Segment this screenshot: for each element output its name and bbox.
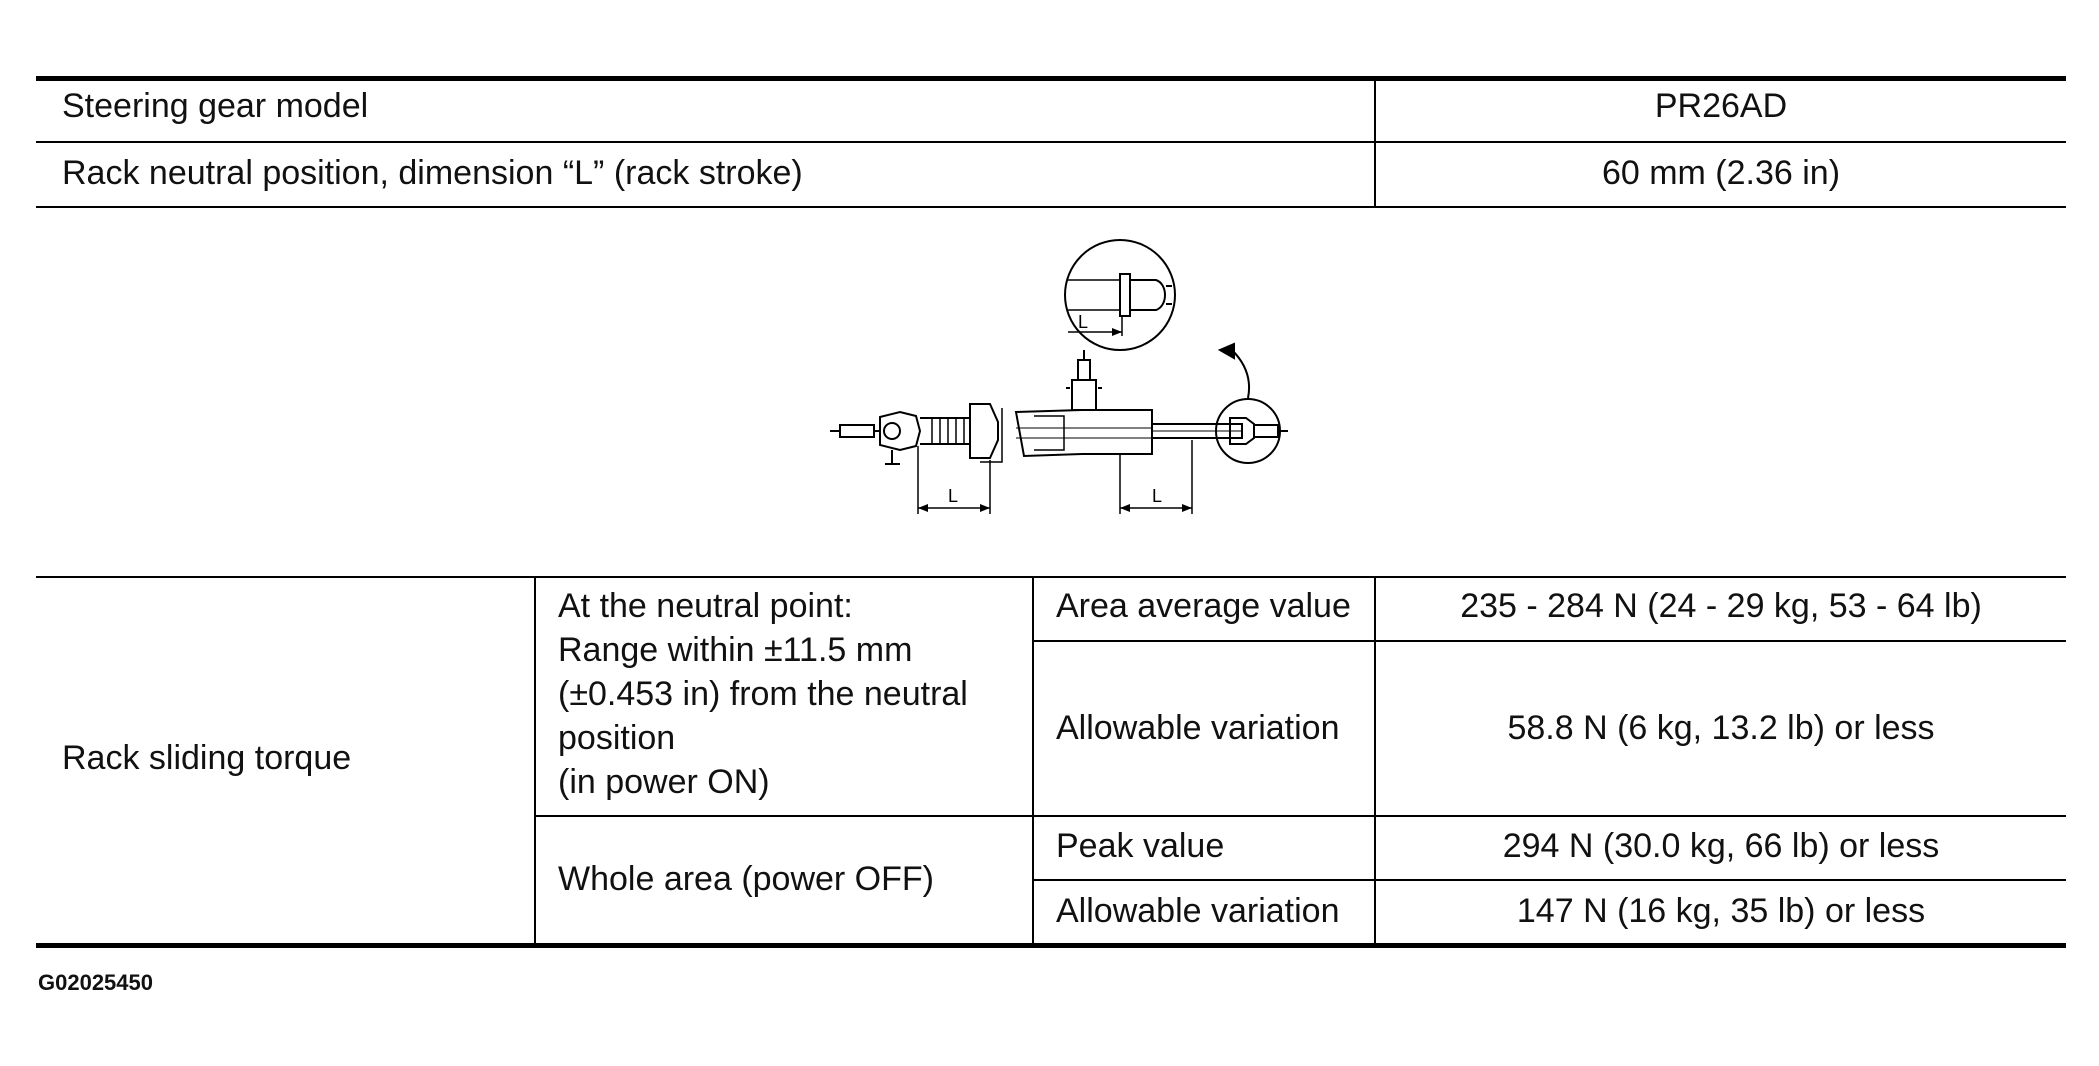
condition-line: At the neutral point: xyxy=(558,587,853,625)
item-area-average-label: Area average value xyxy=(1056,587,1351,625)
spec-table-bottom-border xyxy=(36,206,2066,208)
condition-line: (±0.453 in) from the neutral xyxy=(558,675,968,713)
diagram-left-dim-label: L xyxy=(948,486,959,506)
spec-label-gear-model: Steering gear model xyxy=(62,87,369,125)
condition-line: (in power ON) xyxy=(558,763,770,801)
item-allowable-variation-off-label: Allowable variation xyxy=(1056,892,1340,930)
torque-table-col-divider-2 xyxy=(1032,577,1034,944)
item-allowable-variation-off-value: 147 N (16 kg, 35 lb) or less xyxy=(1516,892,1926,930)
item-peak-value-value: 294 N (30.0 kg, 66 lb) or less xyxy=(1502,827,1940,865)
item-area-average-value: 235 - 284 N (24 - 29 kg, 53 - 64 lb) xyxy=(1460,587,1982,625)
spec-table-row-divider xyxy=(36,141,2066,143)
item-peak-value-label: Peak value xyxy=(1056,827,1225,865)
torque-table-row-divider-2 xyxy=(1032,879,2066,881)
torque-table-group-divider xyxy=(534,815,2066,817)
diagram-right-dim-label: L xyxy=(1152,486,1163,506)
spec-table-top-border xyxy=(36,76,2066,81)
spec-value-gear-model: PR26AD xyxy=(1654,87,1788,125)
condition-power-on xyxy=(558,584,968,804)
spec-label-rack-neutral: Rack neutral position, dimension “L” (rack stroke) xyxy=(62,154,803,192)
condition-line: position xyxy=(558,719,676,757)
condition-power-off: Whole area (power OFF) xyxy=(558,860,934,898)
torque-table-row-divider-1 xyxy=(1032,640,2066,642)
figure-code: G02025450 xyxy=(38,970,153,995)
condition-line: Range within ±11.5 mm xyxy=(558,631,913,669)
spec-value-rack-neutral: 60 mm (2.36 in) xyxy=(1601,154,1841,192)
steering-gear-diagram xyxy=(820,232,1290,532)
item-allowable-variation-on-value: 58.8 N (6 kg, 13.2 lb) or less xyxy=(1507,709,1935,747)
diagram-detail-dim-label: L xyxy=(1078,312,1089,332)
torque-table-col-divider-1 xyxy=(534,577,536,944)
torque-table-top-border xyxy=(36,576,2066,578)
torque-table-bottom-border xyxy=(36,943,2066,948)
torque-table-title: Rack sliding torque xyxy=(62,739,352,777)
item-allowable-variation-on-label: Allowable variation xyxy=(1056,709,1340,747)
